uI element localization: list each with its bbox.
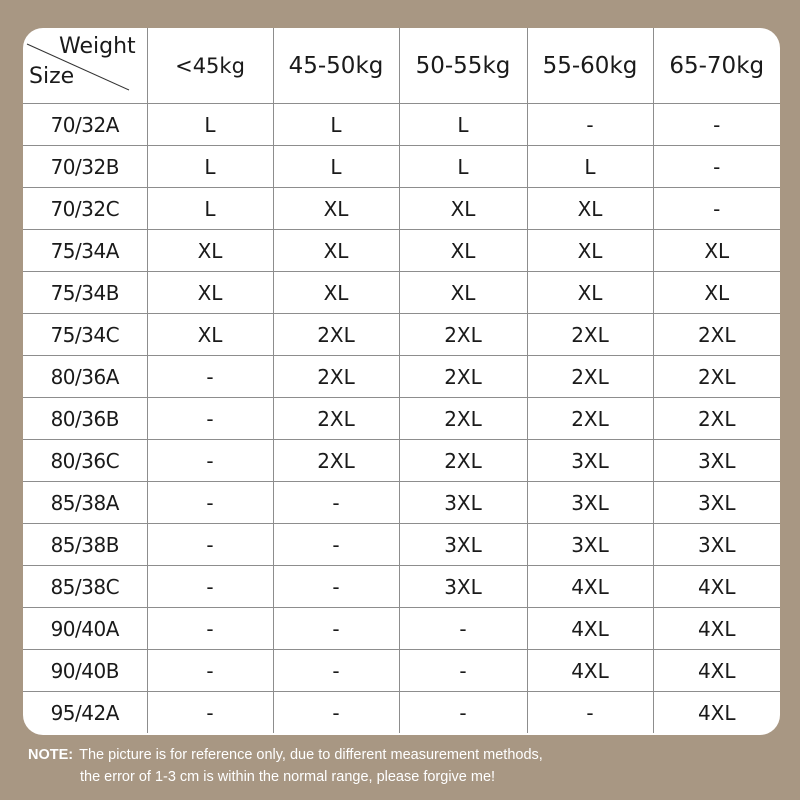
table-row [23,146,780,188]
weight-header-cell: <45kg [147,28,273,104]
size-value-cell: L [273,104,399,146]
size-value-cell: 2XL [273,314,399,356]
size-chart-table [23,28,780,733]
size-value-cell: XL [147,314,273,356]
table-row [23,524,780,566]
size-value-cell: L [147,146,273,188]
size-value-cell: XL [399,272,527,314]
size-label-cell: 75/34B [23,272,147,314]
size-value-cell: - [147,566,273,608]
size-value-cell: L [399,146,527,188]
table-row [23,566,780,608]
size-value-cell: 3XL [653,524,780,566]
note-key: NOTE: [28,747,74,763]
size-value-cell: L [273,146,399,188]
size-value-cell: 3XL [527,440,653,482]
size-value-cell: - [147,608,273,650]
size-value-cell: XL [653,272,780,314]
size-value-cell: 2XL [653,314,780,356]
weight-header-cell: 55-60kg [527,28,653,104]
size-label-cell: 70/32C [23,188,147,230]
weight-axis-label: Weight [59,34,136,59]
corner-header-cell [23,28,147,104]
size-value-cell: XL [527,230,653,272]
table-row [23,482,780,524]
header-row [23,28,780,104]
size-value-cell: - [653,188,780,230]
size-value-cell: L [399,104,527,146]
size-value-cell: XL [273,272,399,314]
size-label-cell: 85/38B [23,524,147,566]
size-value-cell: - [527,692,653,734]
size-value-cell: - [399,692,527,734]
note-line-2: the error of 1-3 cm is within the normal range, please forgive me! [80,769,496,785]
table-row [23,188,780,230]
table-row [23,440,780,482]
size-value-cell: 3XL [653,482,780,524]
weight-header-cell: 65-70kg [653,28,780,104]
size-value-cell: 4XL [653,608,780,650]
size-value-cell: XL [527,272,653,314]
size-value-cell: 2XL [527,398,653,440]
size-value-cell: - [653,104,780,146]
size-label-cell: 85/38C [23,566,147,608]
table-row [23,692,780,734]
weight-header-cell: 45-50kg [273,28,399,104]
size-value-cell: L [147,104,273,146]
size-label-cell: 80/36A [23,356,147,398]
size-value-cell: - [399,608,527,650]
size-value-cell: 3XL [527,524,653,566]
weight-header-cell: 50-55kg [399,28,527,104]
size-value-cell: 3XL [653,440,780,482]
size-value-cell: 4XL [653,692,780,734]
size-value-cell: - [399,650,527,692]
size-value-cell: XL [399,230,527,272]
size-label-cell: 85/38A [23,482,147,524]
table-row [23,356,780,398]
size-axis-label: Size [29,64,75,89]
size-value-cell: 4XL [653,650,780,692]
size-label-cell: 80/36C [23,440,147,482]
size-value-cell: 3XL [527,482,653,524]
size-value-cell: 4XL [653,566,780,608]
size-value-cell: 2XL [653,356,780,398]
size-value-cell: - [653,146,780,188]
note-line-1: The picture is for reference only, due to different measurement methods, [79,747,543,763]
size-value-cell: 3XL [399,524,527,566]
size-label-cell: 90/40B [23,650,147,692]
size-value-cell: XL [399,188,527,230]
size-value-cell: XL [273,230,399,272]
size-value-cell: - [273,524,399,566]
size-label-cell: 70/32A [23,104,147,146]
size-value-cell: - [147,524,273,566]
size-value-cell: 2XL [399,314,527,356]
table-row [23,398,780,440]
size-value-cell: 2XL [527,356,653,398]
size-value-cell: 2XL [273,440,399,482]
size-value-cell: 4XL [527,566,653,608]
size-label-cell: 95/42A [23,692,147,734]
size-value-cell: - [147,482,273,524]
size-value-cell: 3XL [399,566,527,608]
size-value-cell: - [147,440,273,482]
table-row [23,314,780,356]
size-value-cell: - [147,650,273,692]
size-value-cell: XL [653,230,780,272]
size-value-cell: - [147,692,273,734]
table-row [23,608,780,650]
size-value-cell: - [147,356,273,398]
size-value-cell: - [273,692,399,734]
table-row [23,272,780,314]
size-value-cell: XL [273,188,399,230]
size-value-cell: - [273,608,399,650]
size-value-cell: L [147,188,273,230]
size-value-cell: - [273,650,399,692]
size-value-cell: 3XL [399,482,527,524]
size-chart-card [23,28,780,735]
size-value-cell: 2XL [273,356,399,398]
table-row [23,650,780,692]
size-value-cell: 2XL [653,398,780,440]
size-value-cell: 2XL [527,314,653,356]
size-value-cell: 4XL [527,608,653,650]
size-value-cell: XL [147,230,273,272]
size-value-cell: XL [527,188,653,230]
size-label-cell: 80/36B [23,398,147,440]
table-row [23,230,780,272]
size-value-cell: L [527,146,653,188]
size-value-cell: 4XL [527,650,653,692]
size-label-cell: 70/32B [23,146,147,188]
size-value-cell: - [527,104,653,146]
size-value-cell: XL [147,272,273,314]
measurement-note [28,744,543,788]
size-label-cell: 75/34C [23,314,147,356]
size-label-cell: 90/40A [23,608,147,650]
size-value-cell: - [147,398,273,440]
size-value-cell: 2XL [399,356,527,398]
size-value-cell: - [273,566,399,608]
size-value-cell: 2XL [399,398,527,440]
size-value-cell: - [273,482,399,524]
size-chart-body [23,104,780,734]
size-value-cell: 2XL [399,440,527,482]
table-row [23,104,780,146]
size-value-cell: 2XL [273,398,399,440]
size-label-cell: 75/34A [23,230,147,272]
